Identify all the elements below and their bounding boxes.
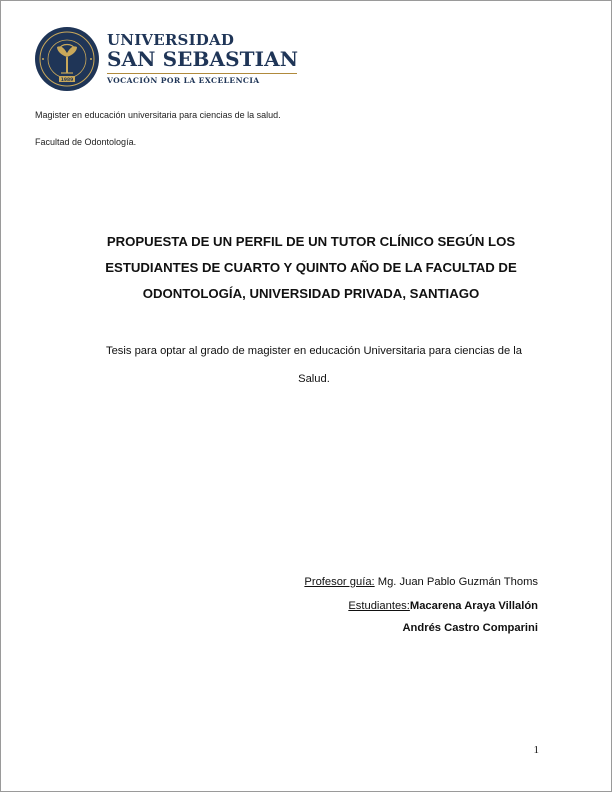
university-tagline: VOCACIÓN POR LA EXCELENCIA <box>107 76 260 86</box>
title-line: ODONTOLOGÍA, UNIVERSIDAD PRIVADA, SANTIAGO <box>142 286 480 301</box>
title-line: PROPUESTA DE UN PERFIL DE UN TUTOR CLÍNICO SEGÚN LOS <box>106 234 516 249</box>
advisor-line <box>304 576 538 588</box>
subtitle-line: Tesis para optar al grado de magister en educación Universitaria para ciencias de la <box>105 345 523 357</box>
title-line: ESTUDIANTES DE CUARTO Y QUINTO AÑO DE LA FACULTAD DE <box>105 260 517 275</box>
thesis-title <box>61 229 561 307</box>
student-name: Andrés Castro Comparini <box>402 622 538 634</box>
subtitle-line: Salud. <box>298 373 330 385</box>
university-logo <box>35 27 298 91</box>
program-name: Magister en educación universitaria para ciencias de la salud. <box>35 110 281 120</box>
advisor-label: Profesor guía: <box>304 576 375 588</box>
student-name: Macarena Araya Villalón <box>409 600 538 612</box>
students-label: Estudiantes: <box>348 600 410 612</box>
faculty-name: Facultad de Odontología. <box>35 137 137 147</box>
students-line <box>348 600 538 612</box>
university-name-line1: UNIVERSIDAD <box>107 31 235 50</box>
university-name-line2: SAN SEBASTIAN <box>107 47 299 72</box>
thesis-purpose <box>71 337 557 393</box>
svg-text:1989: 1989 <box>60 78 74 83</box>
wordmark-divider <box>107 73 297 74</box>
page-number: 1 <box>533 744 539 756</box>
university-seal-icon <box>35 27 99 91</box>
advisor-name: Mg. Juan Pablo Guzmán Thoms <box>374 576 538 588</box>
university-wordmark <box>107 33 298 85</box>
